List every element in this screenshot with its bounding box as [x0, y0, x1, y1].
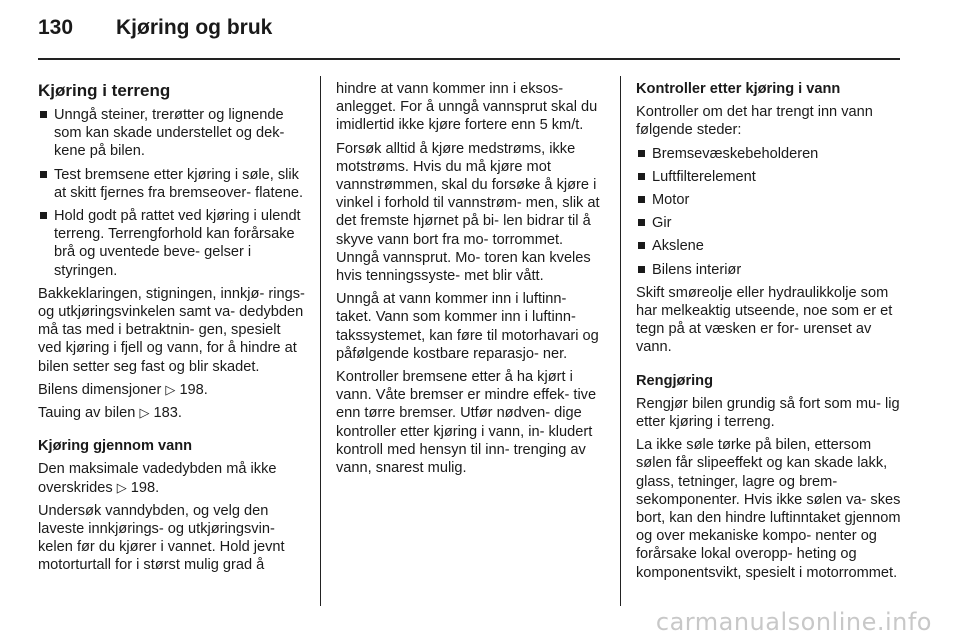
- list-item: Akslene: [636, 237, 904, 255]
- paragraph-text: Den maksimale vadedybden må ikke overskrides: [38, 461, 277, 496]
- section-heading-water: Kjøring gjennom vann: [38, 438, 193, 455]
- paragraph: Kontroller om det har trengt inn vann følgende steder:: [636, 104, 873, 139]
- column-2: [336, 80, 604, 482]
- section-heading-terrain: Kjøring i terreng: [38, 81, 171, 100]
- page-number: 130: [38, 16, 74, 39]
- paragraph: Bakkeklaringen, stigningen, innkjø- rings- og utkjøringsvinkelen samt va- dedybden må tas med i betraktnin- gen, spesielt ved kjøring i fjell og vann, for å hindre at bilen setter seg fast og blir skadet.: [38, 285, 305, 375]
- section-heading-check: Kontroller etter kjøring i vann: [636, 81, 841, 97]
- column-divider-2: [620, 76, 621, 606]
- paragraph: Forsøk alltid å kjøre medstrøms, ikke motstrøms. Hvis du må kjøre mot vannstrømmen, skal du forsøke å kjøre i vinkel i forhold til vannstrøm- men, slik at det fremste hjørnet på bi- len bidrar til å skyve vann bort fra mo- torrommet. Unngå vannsprut. Mo- toren kan kveles hvis tenningssyste- met blir vått.: [336, 140, 600, 285]
- list-item: Bremsevæskebeholderen: [636, 145, 904, 163]
- list-item: Hold godt på rattet ved kjøring i ulendt terreng. Terrengforhold kan forårsake brå og uventede beve- gelser i styringen.: [38, 207, 306, 280]
- watermark: carmanualsonline.info: [655, 608, 932, 636]
- paragraph: hindre at vann kommer inn i eksos- anlegget. For å unngå vannsprut skal du imidlertid ikke kjøre fortere enn 5 km/t.: [336, 81, 598, 134]
- list-item: Motor: [636, 191, 904, 209]
- header-rule: [38, 58, 900, 60]
- list-item: Unngå steiner, trerøtter og lignende som kan skade understellet og dek- kene på bilen.: [38, 106, 306, 161]
- column-divider-1: [320, 76, 321, 606]
- paragraph-text: Bilens dimensjoner: [38, 381, 162, 398]
- paragraph: Rengjør bilen grundig så fort som mu- lig etter kjøring i terreng.: [636, 395, 900, 431]
- paragraph: Skift smøreolje eller hydraulikkolje som har melkeaktig utseende, noe som er et tegn på at væsken er for- urenset av vann.: [636, 284, 893, 356]
- list-item: Bilens interiør: [636, 261, 904, 279]
- arrow-right-outline-icon: ▷: [165, 381, 176, 397]
- page-reference[interactable]: 198.: [130, 479, 160, 496]
- page-reference[interactable]: 198.: [179, 381, 208, 398]
- column-1: [38, 80, 306, 580]
- paragraph: La ikke søle tørke på bilen, ettersom sølen får slipeeffekt og kan skade lakk, glass, tetninger, lagre og brem- sekomponenter. Hvis ikke sølen va- skes bort, kan den hindre luftinntaket gjennom og over mekaniske kompo- nenter og forårsake lokal overopp- heting og komponentsvikt, spesielt i motorrommet.: [636, 437, 901, 581]
- list-item: Luftfilterelement: [636, 168, 904, 186]
- section-heading-cleaning: Rengjøring: [636, 372, 714, 389]
- list-item: Gir: [636, 214, 904, 232]
- paragraph-text: Tauing av bilen: [38, 405, 136, 422]
- paragraph: Kontroller bremsene etter å ha kjørt i vann. Våte bremser er mindre effek- tive enn tørre bremser. Utfør nødven- dige kontroller etter kjøring i vann, in- kludert kontroll med hensyn til inn- trenging av vann, snarest mulig.: [336, 369, 597, 477]
- page-reference[interactable]: 183.: [153, 405, 182, 422]
- paragraph-towing: [38, 404, 306, 422]
- arrow-right-outline-icon: ▷: [116, 479, 127, 495]
- page-header: [38, 16, 900, 50]
- paragraph: Unngå at vann kommer inn i luftinn- taket. Vann som kommer inn i luftinn- takssystemet, kan føre til motorhavari og påfølgende kostbare reparasjo- ner.: [336, 291, 599, 362]
- paragraph-dimensions: [38, 381, 306, 399]
- list-item: Test bremsene etter kjøring i søle, slik at skitt fjernes fra bremseover- flatene.: [38, 166, 306, 202]
- paragraph-wading-depth: [38, 460, 306, 496]
- arrow-right-outline-icon: ▷: [139, 405, 150, 421]
- paragraph: Undersøk vanndybden, og velg den laveste innkjørings- og utkjøringsvin- kelen før du kjører i vannet. Hold jevnt motorturtall for i størst mulig grad å: [38, 502, 285, 574]
- column-3: [636, 80, 904, 587]
- page-title: Kjøring og bruk: [116, 16, 273, 39]
